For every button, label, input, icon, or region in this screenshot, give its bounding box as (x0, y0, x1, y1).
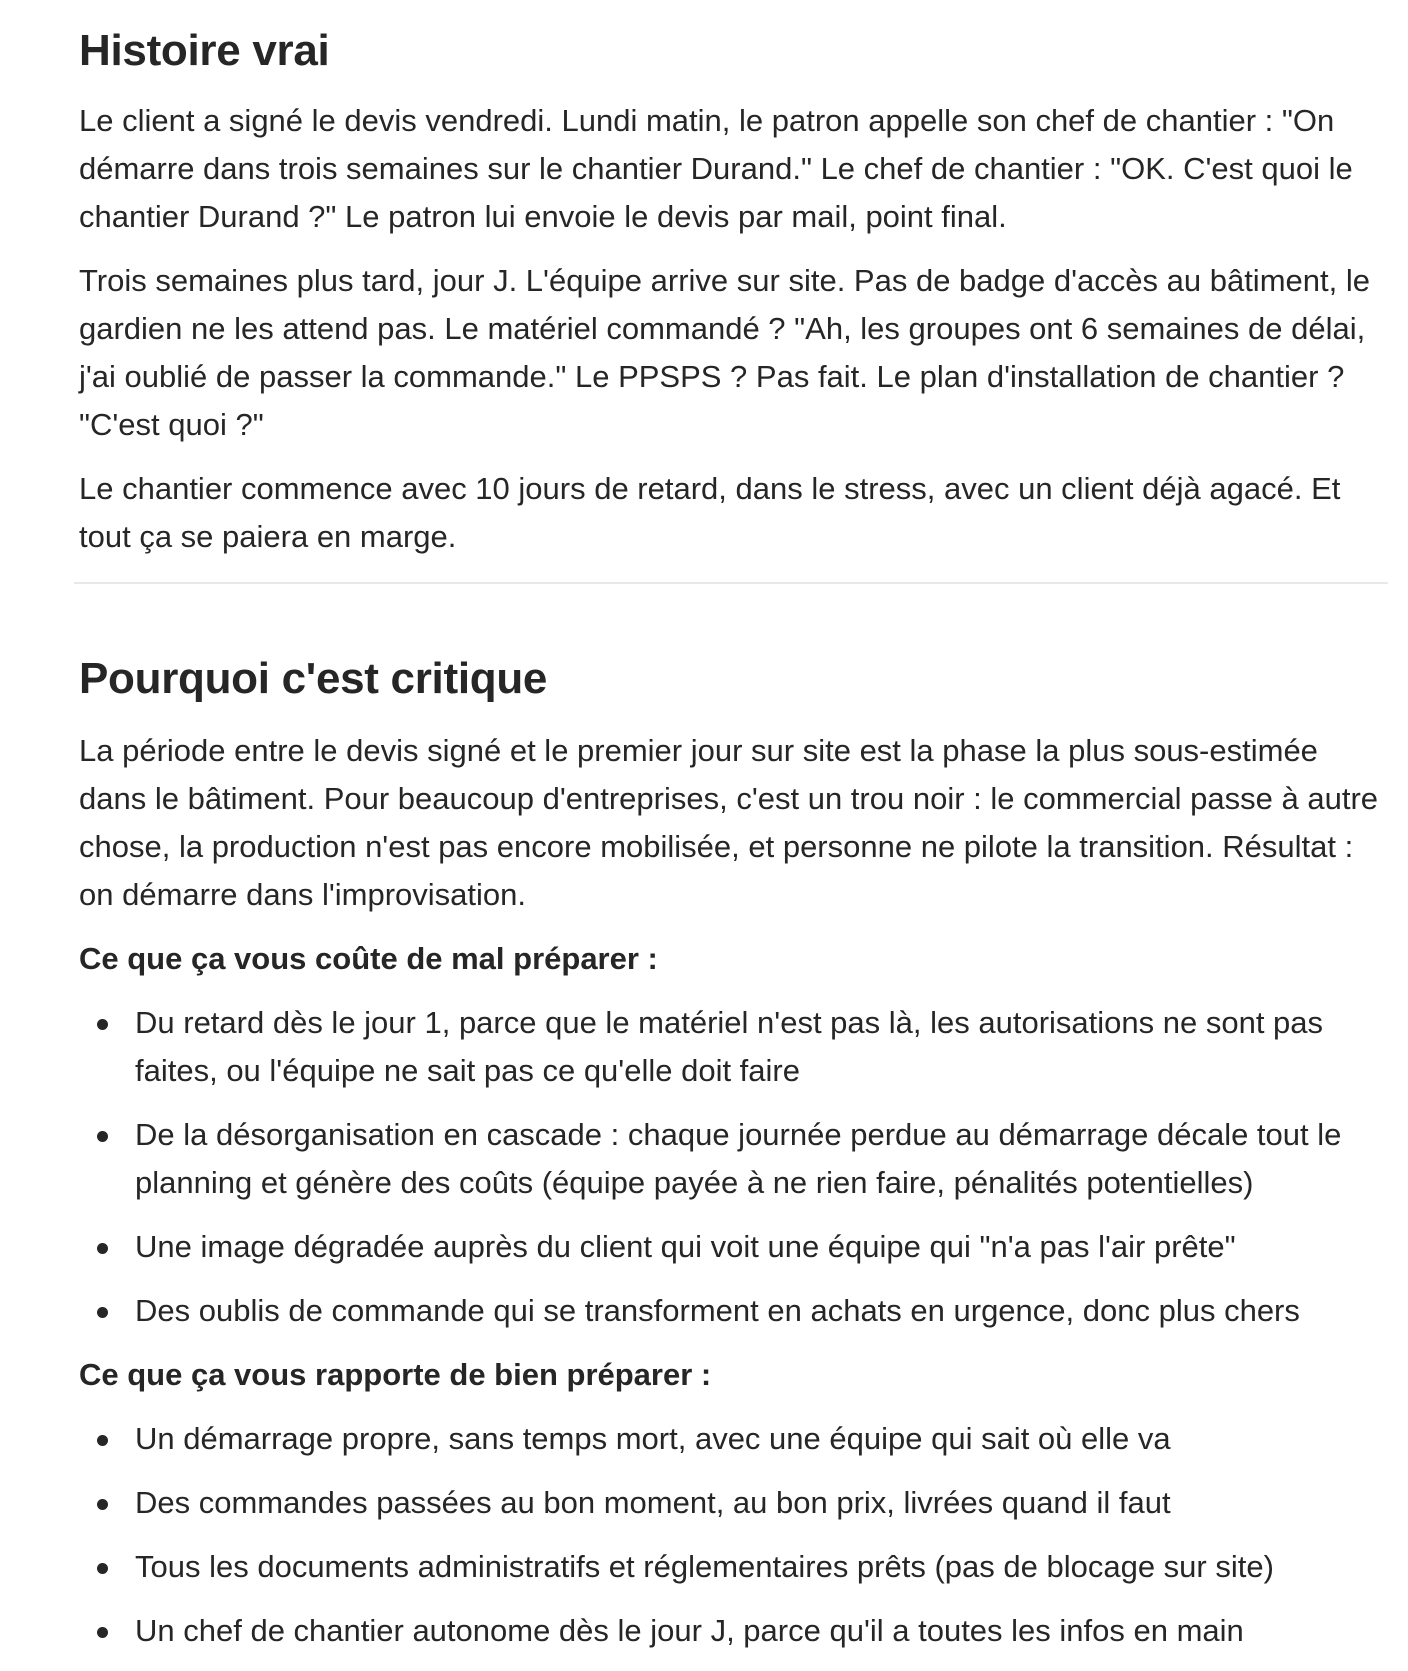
section-divider (74, 582, 1388, 584)
list-item (79, 1111, 1389, 1207)
benefits-list (79, 1415, 1389, 1655)
bullet-icon (97, 1019, 108, 1030)
list-item (79, 1607, 1389, 1655)
list-item (79, 1287, 1389, 1335)
benefits-heading: Ce que ça vous rapporte de bien préparer : (79, 1357, 712, 1392)
list-item-text: Tous les documents administratifs et réglementaires prêts (pas de blocage sur site) (135, 1549, 1274, 1584)
list-item-text: Des commandes passées au bon moment, au bon prix, livrées quand il faut (135, 1485, 1171, 1520)
list-item (79, 1543, 1389, 1591)
bullet-icon (97, 1307, 108, 1318)
section-histoire (79, 0, 1389, 561)
list-item-text: Des oublis de commande qui se transforment en achats en urgence, donc plus chers (135, 1293, 1300, 1328)
bullet-icon (97, 1131, 108, 1142)
list-item (79, 1415, 1389, 1463)
costs-heading: Ce que ça vous coûte de mal préparer : (79, 941, 658, 976)
bullet-icon (97, 1243, 108, 1254)
list-item-text: Une image dégradée auprès du client qui voit une équipe qui "n'a pas l'air prête" (135, 1229, 1236, 1264)
bullet-icon (97, 1563, 108, 1574)
list-item (79, 999, 1389, 1095)
bullet-icon (97, 1499, 108, 1510)
list-item-text: Du retard dès le jour 1, parce que le matériel n'est pas là, les autorisations ne sont pas faites, ou l'équipe ne sait pas ce qu'elle doit faire (135, 1005, 1324, 1088)
costs-list (79, 999, 1389, 1335)
list-item (79, 1479, 1389, 1527)
paragraph: La période entre le devis signé et le premier jour sur site est la phase la plus sous-estimée dans le bâtiment. Pour beaucoup d'entreprises, c'est un trou noir : le commercial passe à autre chose, la production n'est pas encore mobilisée, et personne ne pilote la transition. Résultat : on démarre dans l'improvisation. (79, 733, 1379, 912)
section-title-pourquoi: Pourquoi c'est critique (79, 654, 548, 703)
list-item-text: Un chef de chantier autonome dès le jour J, parce qu'il a toutes les infos en main (135, 1613, 1244, 1648)
paragraph: Le chantier commence avec 10 jours de retard, dans le stress, avec un client déjà agacé. Et tout ça se paiera en marge. (79, 471, 1341, 554)
list-item-text: De la désorganisation en cascade : chaque journée perdue au démarrage décale tout le planning et génère des coûts (équipe payée à ne rien faire, pénalités potentielles) (135, 1117, 1342, 1200)
bullet-icon (97, 1627, 108, 1638)
list-item-text: Un démarrage propre, sans temps mort, avec une équipe qui sait où elle va (135, 1421, 1171, 1456)
list-item (79, 1223, 1389, 1271)
bullet-icon (97, 1435, 108, 1446)
paragraph: Le client a signé le devis vendredi. Lundi matin, le patron appelle son chef de chantier : "On démarre dans trois semaines sur le chantier Durand." Le chef de chantier : "OK. C'est quoi le chantier Durand ?" Le patron lui envoie le devis par mail, point final. (79, 103, 1353, 234)
section-title-histoire: Histoire vrai (79, 26, 330, 75)
section-pourquoi (79, 652, 1389, 1671)
paragraph: Trois semaines plus tard, jour J. L'équipe arrive sur site. Pas de badge d'accès au bâtiment, le gardien ne les attend pas. Le matériel commandé ? "Ah, les groupes ont 6 semaines de délai, j'ai oublié de passer la commande." Le PPSPS ? Pas fait. Le plan d'installation de chantier ? "C'est quoi ?" (79, 263, 1370, 442)
